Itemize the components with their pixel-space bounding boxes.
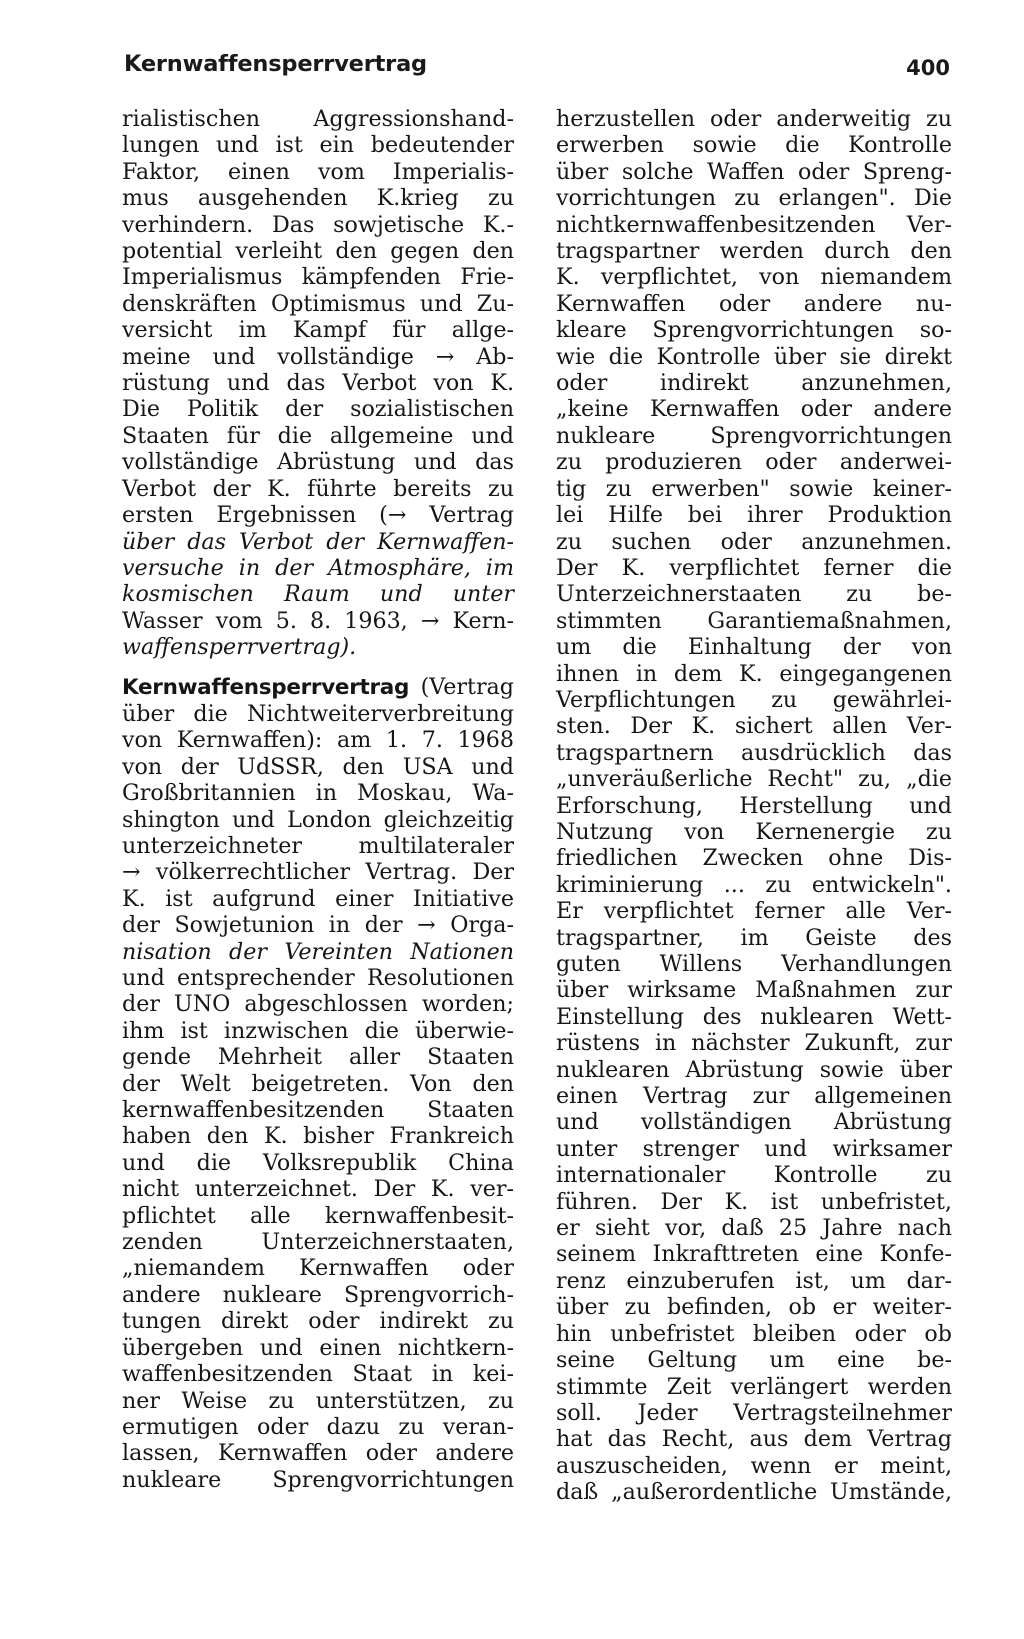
- text-line: andere nukleare Sprengvorrich-: [122, 1281, 514, 1308]
- text-line: → völkerrechtlicher Vertrag. Der: [122, 859, 514, 886]
- text-line: seinem Inkrafttreten eine Konfe-: [556, 1241, 952, 1268]
- text-line: nichtkernwaffenbesitzenden Ver-: [556, 211, 952, 238]
- text-line: Wasser vom 5. 8. 1963, → Kern-: [122, 607, 514, 634]
- text-line: kosmischen Raum und unter: [122, 581, 514, 608]
- text-line: kernwaffenbesitzenden Staaten: [122, 1097, 514, 1124]
- text-line: vollständige Abrüstung und das: [122, 449, 514, 476]
- text-line: auszuscheiden, wenn er meint,: [556, 1452, 952, 1479]
- text-line: erwerben sowie die Kontrolle: [556, 132, 952, 159]
- text-line: führen. Der K. ist unbefristet,: [556, 1188, 952, 1215]
- text-line: friedlichen Zwecken ohne Dis-: [556, 845, 952, 872]
- text-line: ner Weise zu unterstützen, zu: [122, 1387, 514, 1414]
- text-line: ihm ist inzwischen die überwie-: [122, 1017, 514, 1044]
- text-line: nuklearen Abrüstung sowie über: [556, 1056, 952, 1083]
- text-line: tragspartner werden durch den: [556, 238, 952, 265]
- text-line: lungen und ist ein bedeutender: [122, 132, 514, 159]
- text-line: einen Vertrag zur allgemeinen: [556, 1083, 952, 1110]
- text-line: vorrichtungen zu erlangen". Die: [556, 185, 952, 212]
- text-line: lassen, Kernwaffen oder andere: [122, 1440, 514, 1467]
- text-line: Einstellung des nuklearen Wett-: [556, 1003, 952, 1030]
- text-line: gende Mehrheit aller Staaten: [122, 1044, 514, 1071]
- text-line: ihnen in dem K. eingegangenen: [556, 660, 952, 687]
- text-line: pflichtet alle kernwaffenbesit-: [122, 1202, 514, 1229]
- text-line: K. ist aufgrund einer Initiative: [122, 885, 514, 912]
- page-number: 400: [906, 56, 950, 80]
- text-line: wie die Kontrolle über sie direkt: [556, 343, 952, 370]
- text-line: nicht unterzeichnet. Der K. ver-: [122, 1176, 514, 1203]
- text-line: über die Nichtweiterverbreitung: [122, 700, 514, 727]
- text-line: seine Geltung um eine be-: [556, 1347, 952, 1374]
- text-line: nukleare Sprengvorrichtungen: [556, 422, 952, 449]
- text-line: und die Volksrepublik China: [122, 1149, 514, 1176]
- text-line: Verbot der K. führte bereits zu: [122, 475, 514, 502]
- text-line: mus ausgehenden K.krieg zu: [122, 185, 514, 212]
- entry-headword: Kernwaffensperrvertrag: [122, 674, 410, 700]
- text-line: herzustellen oder anderweitig zu: [556, 106, 952, 132]
- entry-first-line-rest: (Vertrag: [420, 673, 514, 700]
- text-line: Verpflichtungen zu gewährlei-: [556, 686, 952, 713]
- text-line: versuche in der Atmosphäre, im: [122, 554, 514, 581]
- text-line: Die Politik der sozialistischen: [122, 396, 514, 423]
- text-line: Faktor, einen vom Imperialis-: [122, 158, 514, 185]
- text-line: zu suchen oder anzunehmen.: [556, 528, 952, 555]
- text-line: Erforschung, Herstellung und: [556, 792, 952, 819]
- text-line: potential verleiht den gegen den: [122, 238, 514, 265]
- dictionary-entry: [122, 674, 514, 1494]
- text-line: Nutzung von Kernenergie zu: [556, 818, 952, 845]
- text-line: renz einzuberufen ist, um dar-: [556, 1267, 952, 1294]
- text-line: internationaler Kontrolle zu: [556, 1162, 952, 1189]
- text-line: zenden Unterzeichnerstaaten,: [122, 1229, 514, 1256]
- text-line: daß „außerordentliche Umstände,: [556, 1479, 952, 1506]
- text-line: meine und vollständige → Ab-: [122, 343, 514, 370]
- text-line: sten. Der K. sichert allen Ver-: [556, 713, 952, 740]
- text-line: der UNO abgeschlossen worden;: [122, 991, 514, 1018]
- left-column: [122, 106, 514, 1493]
- text-line: ermutigen oder dazu zu veran-: [122, 1413, 514, 1440]
- text-line: „unveräußerliche Recht" zu, „die: [556, 766, 952, 793]
- text-line: haben den K. bisher Frankreich: [122, 1123, 514, 1150]
- text-line: unterzeichneter multilateraler: [122, 832, 514, 859]
- text-line: waffensperrvertrag).: [122, 634, 357, 661]
- text-line: K. verpflichtet, von niemandem: [556, 264, 952, 291]
- text-line: „niemandem Kernwaffen oder: [122, 1255, 514, 1282]
- entry-first-line: [122, 674, 514, 701]
- text-line: Der K. verpflichtet ferner die: [556, 554, 952, 581]
- text-line: über solche Waffen oder Spreng-: [556, 158, 952, 185]
- left-column-continuation: [122, 106, 514, 661]
- text-line: Großbritannien in Moskau, Wa-: [122, 780, 514, 807]
- text-line: tragspartnern ausdrücklich das: [556, 739, 952, 766]
- text-line: stimmten Garantiemaßnahmen,: [556, 607, 952, 634]
- text-line: Imperialismus kämpfenden Frie-: [122, 264, 514, 291]
- text-line: rüstens in nächster Zukunft, zur: [556, 1030, 952, 1057]
- text-line: stimmte Zeit verlängert werden: [556, 1373, 952, 1400]
- text-line: soll. Jeder Vertragsteilnehmer: [556, 1399, 952, 1426]
- text-line: denskräften Optimismus und Zu-: [122, 290, 514, 317]
- text-line: kleare Sprengvorrichtungen so-: [556, 317, 952, 344]
- text-line: hat das Recht, aus dem Vertrag: [556, 1426, 952, 1453]
- text-line: nisation der Vereinten Nationen: [122, 938, 514, 965]
- text-line: er sieht vor, daß 25 Jahre nach: [556, 1215, 952, 1242]
- text-line: der Welt beigetreten. Von den: [122, 1070, 514, 1097]
- text-line: waffenbesitzenden Staat in kei-: [122, 1361, 514, 1388]
- text-line: verhindern. Das sowjetische K.-: [122, 211, 514, 238]
- text-line: tragspartner, im Geiste des: [556, 924, 952, 951]
- text-line: oder indirekt anzunehmen,: [556, 370, 952, 397]
- text-line: übergeben und einen nichtkern-: [122, 1334, 514, 1361]
- text-line: kriminierung ... zu entwickeln".: [556, 871, 952, 898]
- text-line: Unterzeichnerstaaten zu be-: [556, 581, 952, 608]
- text-line: guten Willens Verhandlungen: [556, 951, 952, 977]
- text-line: und entsprechender Resolutionen: [122, 965, 514, 991]
- text-line: über das Verbot der Kernwaffen-: [122, 528, 514, 555]
- text-line: von Kernwaffen): am 1. 7. 1968: [122, 727, 514, 754]
- text-line: shington und London gleichzeitig: [122, 806, 514, 833]
- text-line: lei Hilfe bei ihrer Produktion: [556, 502, 952, 529]
- text-line: rialistischen Aggressionshand-: [122, 106, 514, 132]
- text-line: Er verpflichtet ferner alle Ver-: [556, 898, 952, 925]
- text-line: Kernwaffen oder andere nu-: [556, 290, 952, 317]
- text-line: hin unbefristet bleiben oder ob: [556, 1320, 952, 1347]
- running-head: Kernwaffensperrvertrag: [124, 51, 427, 77]
- text-line: über wirksame Maßnahmen zur: [556, 977, 952, 1004]
- text-line: der Sowjetunion in der → Orga-: [122, 912, 514, 939]
- text-line: tungen direkt oder indirekt zu: [122, 1308, 514, 1335]
- text-line: zu produzieren oder anderwei-: [556, 449, 952, 476]
- right-column: [556, 106, 952, 1506]
- text-line: über zu befinden, ob er weiter-: [556, 1294, 952, 1321]
- text-line: um die Einhaltung der von: [556, 634, 952, 661]
- text-line: und vollständigen Abrüstung: [556, 1109, 952, 1136]
- text-line: versicht im Kampf für allge-: [122, 317, 514, 344]
- text-line: von der UdSSR, den USA und: [122, 753, 514, 780]
- text-line: tig zu erwerben" sowie keiner-: [556, 475, 952, 502]
- text-line: unter strenger und wirksamer: [556, 1135, 952, 1162]
- text-line: Staaten für die allgemeine und: [122, 422, 514, 449]
- text-line: ersten Ergebnissen (→ Vertrag: [122, 502, 514, 529]
- text-line: „keine Kernwaffen oder andere: [556, 396, 952, 423]
- text-line: rüstung und das Verbot von K.: [122, 370, 514, 397]
- text-line: nukleare Sprengvorrichtungen: [122, 1466, 514, 1493]
